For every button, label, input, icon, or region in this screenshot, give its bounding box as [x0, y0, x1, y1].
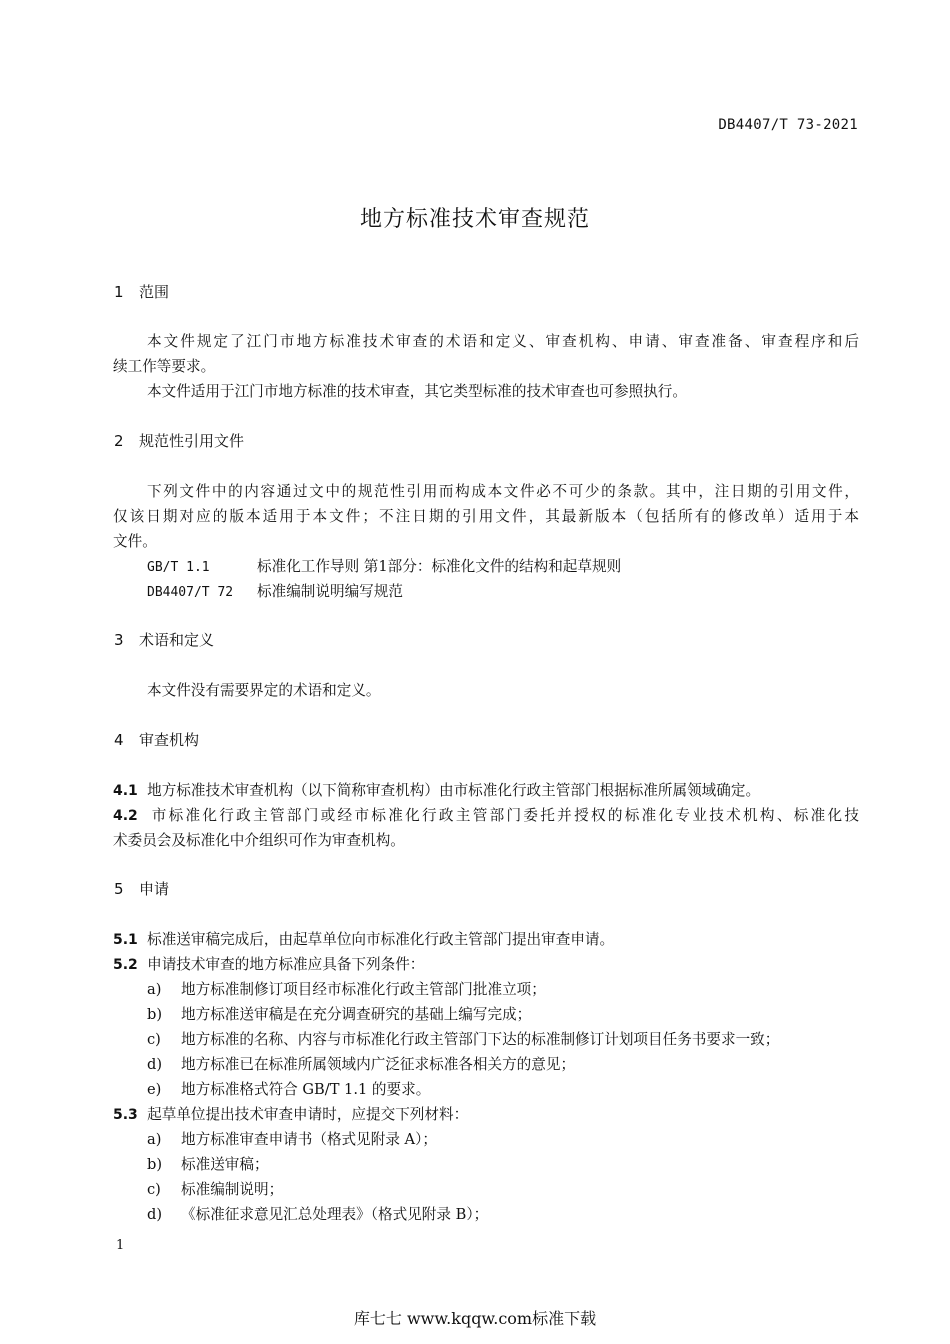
- list-text: 地方标准的名称、内容与市标准化行政主管部门下达的标准制修订计划项目任务书要求一致；: [181, 1031, 780, 1048]
- paragraph: 本文件适用于江门市地方标准的技术审查，其它类型标准的技术审查也可参照执行。: [147, 383, 687, 400]
- list-item: [147, 978, 546, 999]
- reference-item: [147, 555, 621, 576]
- section-3-heading: [114, 629, 214, 650]
- clause-number: 5.1: [113, 932, 138, 948]
- page-number: 1: [116, 1238, 125, 1253]
- clause-5-3: [113, 1103, 468, 1124]
- list-text: 地方标准制修订项目经市标准化行政主管部门批准立项；: [181, 981, 546, 998]
- list-marker: c): [147, 1031, 161, 1048]
- list-text: 地方标准格式符合 GB/T 1.1 的要求。: [181, 1081, 431, 1098]
- list-item: [147, 1178, 283, 1199]
- clause-4-2: [113, 804, 859, 825]
- reference-title: 标准化工作导则 第1部分：标准化文件的结构和起草规则: [257, 558, 622, 575]
- list-marker: b): [147, 1156, 163, 1173]
- clause-5-1: [113, 928, 614, 949]
- clause-text: 起草单位提出技术审查申请时，应提交下列材料：: [147, 1106, 469, 1123]
- list-text: 地方标准送审稿是在充分调查研究的基础上编写完成；: [181, 1006, 532, 1023]
- clause-5-2: [113, 953, 424, 974]
- paragraph: 术委员会及标准化中介组织可作为审查机构。: [113, 832, 405, 849]
- paragraph: 续工作等要求。: [113, 358, 216, 375]
- list-item: [147, 1003, 531, 1024]
- list-marker: b): [147, 1006, 163, 1023]
- reference-code: GB/T 1.1: [147, 560, 210, 575]
- clause-text: 申请技术审查的地方标准应具备下列条件：: [147, 956, 425, 973]
- list-item: [147, 1028, 779, 1049]
- list-marker: c): [147, 1181, 161, 1198]
- section-2-heading: [114, 430, 244, 451]
- section-title: 审查机构: [139, 731, 200, 749]
- clause-number: 4.2: [113, 808, 138, 824]
- reference-code: DB4407/T 72: [147, 585, 234, 600]
- reference-item: [147, 580, 403, 601]
- section-4-heading: [114, 729, 199, 750]
- list-text: 地方标准审查申请书（格式见附录 A）；: [181, 1131, 437, 1148]
- section-1-heading: [114, 281, 169, 302]
- section-number: 2: [114, 432, 124, 450]
- list-item: [147, 1078, 430, 1099]
- section-number: 5: [114, 880, 124, 898]
- list-marker: a): [147, 981, 162, 998]
- list-text: 地方标准已在标准所属领域内广泛征求标准各相关方的意见；: [181, 1056, 576, 1073]
- clause-number: 5.2: [113, 957, 138, 973]
- list-marker: e): [147, 1081, 162, 1098]
- section-title: 申请: [139, 880, 170, 898]
- document-number: DB4407/T 73-2021: [718, 117, 858, 133]
- clause-4-1: [113, 779, 760, 800]
- list-marker: d): [147, 1056, 163, 1073]
- paragraph: 文件。: [113, 533, 157, 550]
- clause-number: 4.1: [113, 783, 138, 799]
- list-marker: a): [147, 1131, 162, 1148]
- section-number: 1: [114, 283, 124, 301]
- clause-text: 市标准化行政主管部门或经市标准化行政主管部门委托并授权的标准化专业技术机构、标准化技: [151, 807, 859, 824]
- paragraph: 仅该日期对应的版本适用于本文件；不注日期的引用文件，其最新版本（包括所有的修改单）适用于本: [113, 508, 859, 525]
- list-item: [147, 1128, 437, 1149]
- section-title: 规范性引用文件: [139, 432, 245, 450]
- section-number: 3: [114, 631, 124, 649]
- document-title: 地方标准技术审查规范: [359, 207, 590, 232]
- list-item: [147, 1203, 488, 1224]
- clause-number: 5.3: [113, 1107, 138, 1123]
- section-5-heading: [114, 878, 169, 899]
- list-item: [147, 1153, 269, 1174]
- clause-text: 标准送审稿完成后，由起草单位向市标准化行政主管部门提出审查申请。: [147, 931, 615, 948]
- footer-watermark: 库七七 www.kqqw.com标准下载: [353, 1309, 597, 1328]
- section-title: 术语和定义: [139, 631, 215, 649]
- paragraph: 下列文件中的内容通过文中的规范性引用而构成本文件必不可少的条款。其中，注日期的引用文件，: [147, 483, 859, 500]
- list-text: 《标准征求意见汇总处理表》（格式见附录 B）；: [181, 1206, 489, 1223]
- paragraph: 本文件没有需要界定的术语和定义。: [147, 682, 381, 699]
- reference-title: 标准编制说明编写规范: [257, 583, 403, 600]
- section-number: 4: [114, 731, 124, 749]
- section-title: 范围: [139, 283, 170, 301]
- list-item: [147, 1053, 575, 1074]
- list-text: 标准送审稿；: [181, 1156, 269, 1173]
- list-text: 标准编制说明；: [181, 1181, 284, 1198]
- paragraph: 本文件规定了江门市地方标准技术审查的术语和定义、审查机构、申请、审查准备、审查程序和后: [147, 333, 859, 350]
- list-marker: d): [147, 1206, 163, 1223]
- clause-text: 地方标准技术审查机构（以下简称审查机构）由市标准化行政主管部门根据标准所属领域确定。: [147, 782, 761, 799]
